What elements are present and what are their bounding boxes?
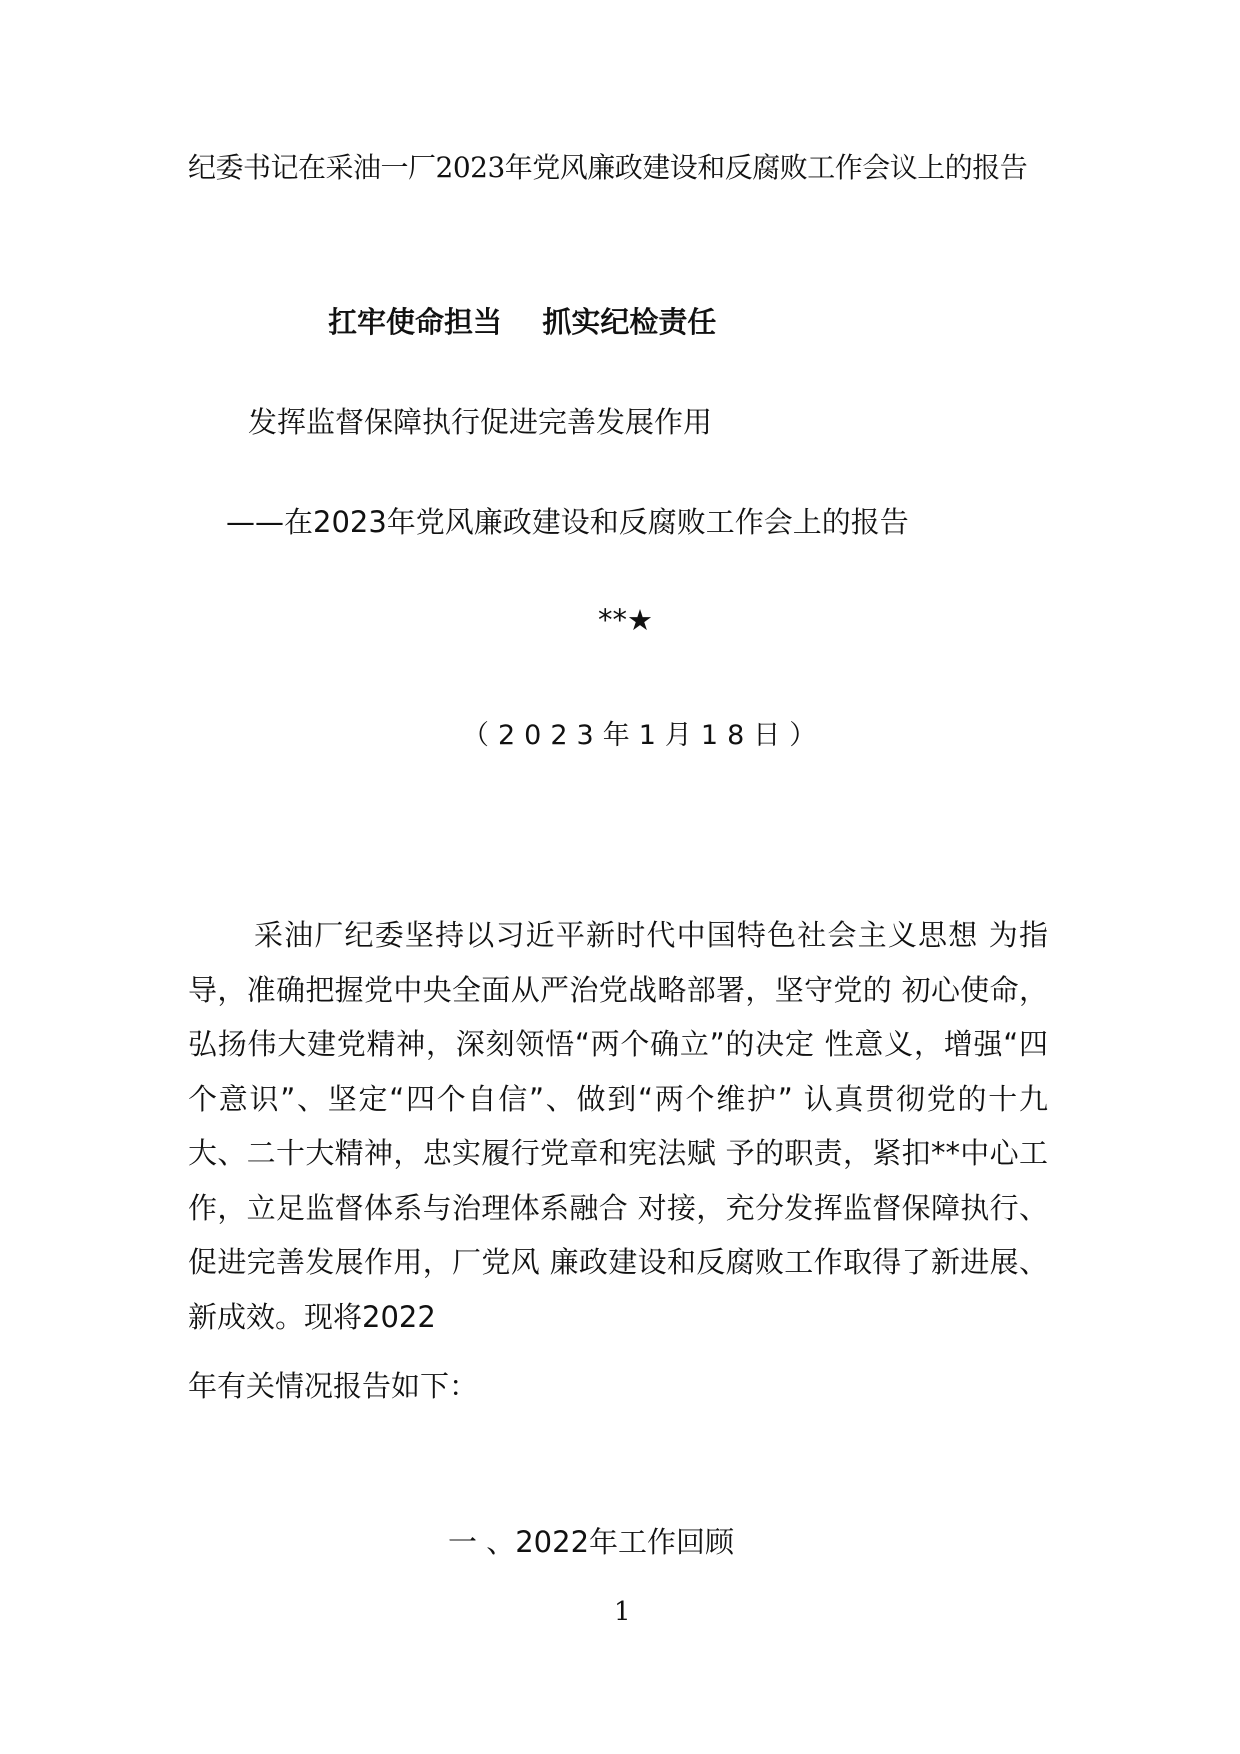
report-date: （2023年1月18日） <box>462 720 826 751</box>
main-title-line-1: 扛牢使命担当 抓实纪检责任 <box>328 305 717 339</box>
body-paragraph-continuation: 年有关情况报告如下： <box>188 1369 479 1403</box>
main-title-line-2: 发挥监督保障执行促进完善发展作用 <box>248 405 713 439</box>
document-title: 纪委书记在采油一厂2023年党风廉政建设和反腐败工作会议上的报告 <box>188 151 1028 184</box>
section-heading: 一 、2022年工作回顾 <box>448 1525 735 1559</box>
author-name: **★ <box>598 603 653 637</box>
report-subtitle: ——在2023年党风廉政建设和反腐败工作会上的报告 <box>226 505 909 539</box>
page-number: 1 <box>614 1597 631 1627</box>
body-paragraph: 采油厂纪委坚持以习近平新时代中国特色社会主义思想 为指导，准确把握党中央全面从严治党战略部署，坚守党的 初心使命，弘扬伟大建党精神，深刻领悟“两个确立”的决定 性意义，增强“四个意识”、坚定“四个自信”、做到“两个维护” 认真贯彻党的十九大、二十大精神，忠实履行党章和宪法赋 予的职责，紧扣**中心工作，立足监督体系与治理体系融合 对接，充分发挥监督保障执行、促进完善发展作用，厂党风 廉政建设和反腐败工作取得了新进展、新成效。现将2022 <box>188 918 1048 1334</box>
